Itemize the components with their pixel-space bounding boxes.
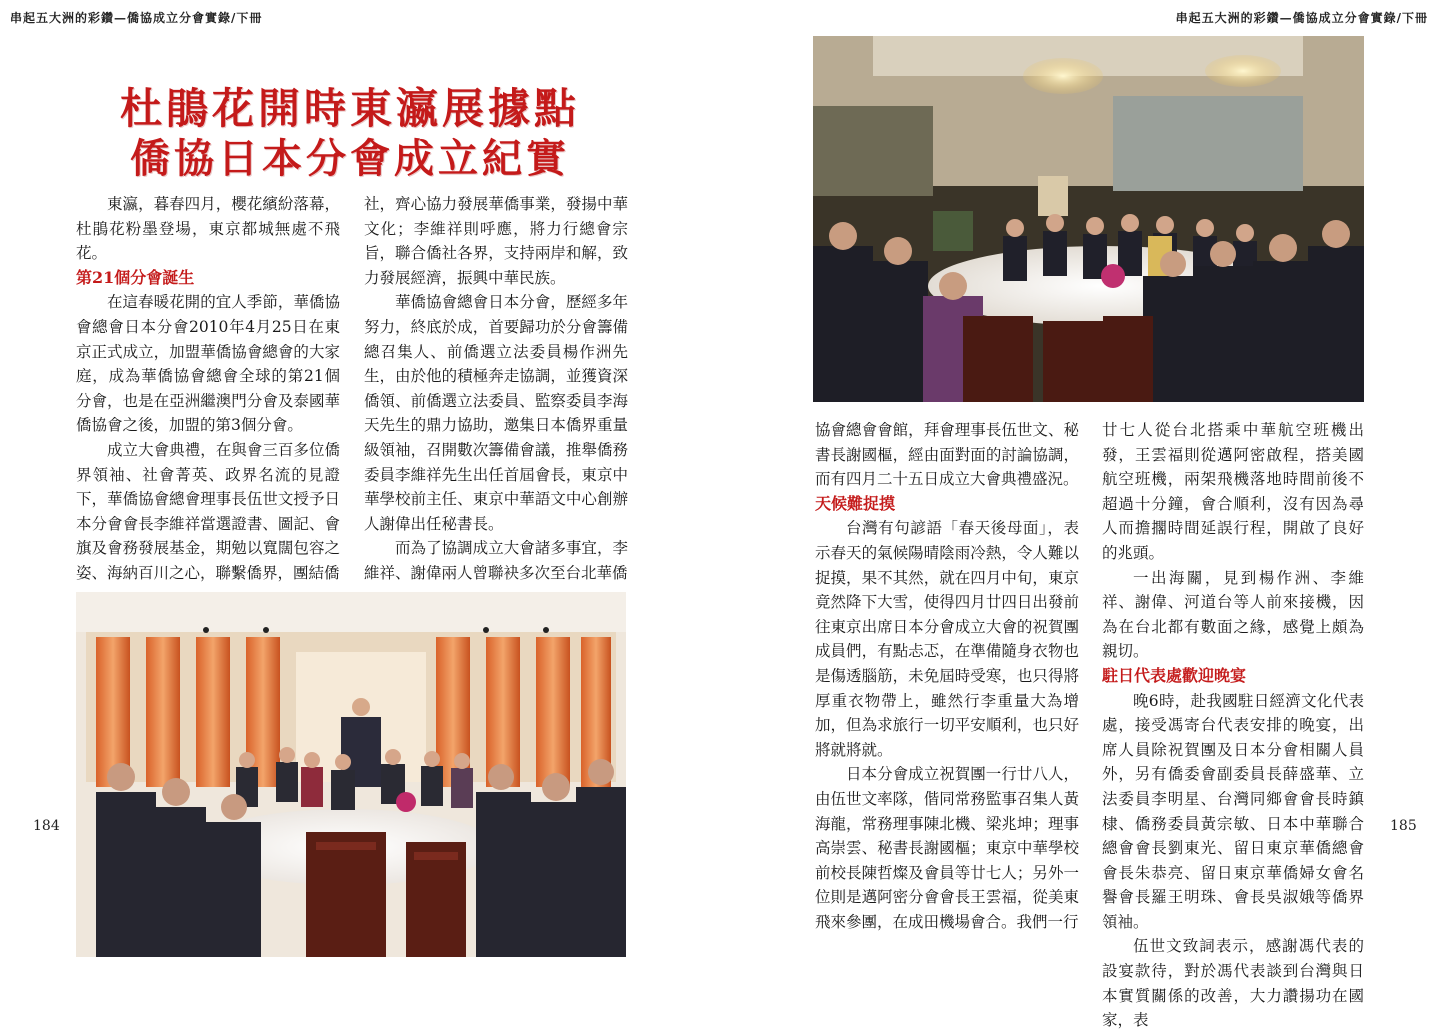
article-title-line1: 杜鵑花開時東瀛展據點 — [119, 84, 580, 133]
section-heading: 第21個分會誕生 — [76, 267, 195, 287]
section-heading: 駐日代表處歡迎晚宴 — [1102, 665, 1247, 685]
section-heading: 天候難捉摸 — [815, 493, 896, 513]
paragraph: 日本分會成立祝賀團一行廿八人，由伍世文率隊，偕同常務監事召集人黃海龍，常務理事陳北機、梁兆坤；理事高崇雲、秘書長謝國樞；東京中華學校前校長陳哲燦及會員等廿七人；另外一位則是邁阿密分會會長王雲福，從美東飛來參團，在成田機場會合。我們一行 — [815, 765, 1079, 931]
paragraph: 台灣有句諺語「春天後母面」，表示春天的氣候陽晴陰雨冷熱，令人難以捉摸，果不其然，就在四月中旬，東京竟然降下大雪，使得四月廿四日出發前往東京出席日本分會成立大會的祝賀團成員們，有點忐忑，在準備隨身衣物也是傷透腦筋，未免屆時受寒，也只得將厚重衣物帶上，雖然行李重量大為增加，但為求旅行一切平安順利，也只好將就將就。 — [815, 519, 1079, 759]
paragraph: 而為了協調成立大會諸多事宜，李維祥、謝偉兩人曾聯袂多次至台北華僑 — [364, 539, 628, 582]
banquet-speech-photo — [76, 592, 626, 957]
running-header-right: 串起五大洲的彩鑽—僑協成立分會實錄/下冊 — [1175, 11, 1428, 25]
text-column-4 — [1102, 418, 1364, 1030]
paragraph: 在這春暖花開的宜人季節，華僑協會總會日本分會2010年4月25日在東京正式成立，加盟華僑協會總會的大家庭，成為華僑協會總會全球的第21個分會，也是在亞洲繼澳門分會及泰國華僑協會之後，加盟的第3個分會。 — [76, 293, 340, 435]
page-number-left: 184 — [33, 818, 60, 834]
article-title-line2: 僑協日本分會成立紀實 — [130, 135, 570, 182]
text-column-1 — [76, 192, 340, 582]
welcome-banquet-photo — [813, 36, 1364, 402]
text-column-2 — [364, 192, 628, 582]
paragraph: 晚6時，赴我國駐日經濟文化代表處，接受馮寄台代表安排的晚宴，出席人員除祝賀團及日本分會相關人員外，另有僑委會副委員長薛盛華、立法委員李明星、台灣同鄉會會長時鎮棣、僑務委員黃宗敏、日本中華聯合總會會長劉東光、留日東京華僑總會會長朱恭亮、留日東京華僑婦女會名譽會長羅王明珠、會長吳淑娥等僑界領袖。 — [1102, 691, 1364, 931]
paragraph: 協會總會會館，拜會理事長伍世文、秘書長謝國樞，經由面對面的討論協調，而有四月二十五日成立大會典禮盛況。 — [815, 421, 1079, 489]
text-column-3 — [815, 418, 1079, 931]
paragraph: 社，齊心協力發展華僑事業，發揚中華文化；李維祥則呼應，將力行總會宗旨，聯合僑社各界，支持兩岸和解，致力發展經濟，振興中華民族。 — [364, 195, 628, 287]
paragraph: 伍世文致詞表示，感謝馮代表的設宴款待，對於馮代表談到台灣與日本實質關係的改善，大力讚揚功在國家，表 — [1102, 937, 1364, 1030]
running-header-left: 串起五大洲的彩鑽—僑協成立分會實錄/下冊 — [10, 11, 263, 25]
paragraph: 成立大會典禮，在與會三百多位僑界領袖、社會菁英、政界名流的見證下，華僑協會總會理事長伍世文授予日本分會會長李維祥當選證書、圖記、會旗及會務發展基金，期勉以寬闊包容之姿、海納百川之心，聯繫僑界，團結僑 — [76, 440, 340, 582]
paragraph: 一出海關，見到楊作洲、李維祥、謝偉、河道台等人前來接機，因為在台北都有數面之緣，感覺上頗為親切。 — [1102, 568, 1364, 661]
paragraph: 華僑協會總會日本分會，歷經多年努力，終底於成，首要歸功於分會籌備總召集人、前僑選立法委員楊作洲先生，由於他的積極奔走協調，並獲資深僑領、前僑選立法委員、監察委員李海天先生的鼎力協助，邀集日本僑界重量級領袖，召開數次籌備會議，推舉僑務委員李維祥先生出任首屆會長，東京中華學校前主任、東京中華語文中心創辦人謝偉出任秘書長。 — [364, 293, 628, 533]
page-number-right: 185 — [1390, 818, 1417, 834]
paragraph: 廿七人從台北搭乘中華航空班機出發，王雲福則從邁阿密啟程，搭美國航空班機，兩架飛機落地時間前後不超過十分鐘，會合順利，沒有因為尋人而擔擱時間延誤行程，開啟了良好的兆頭。 — [1102, 421, 1364, 562]
paragraph: 東瀛，暮春四月，櫻花繽紛落幕，杜鵑花粉墨登場，東京都城無處不飛花。 — [76, 195, 340, 263]
